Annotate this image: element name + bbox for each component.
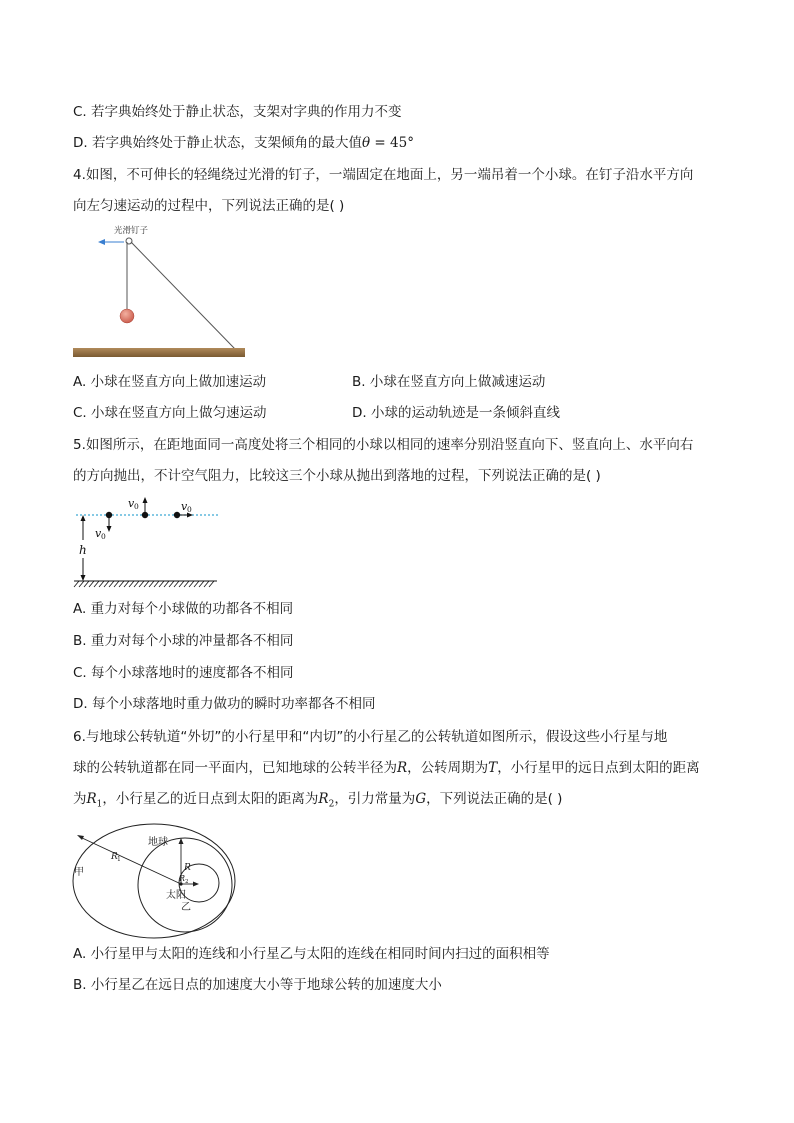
- q6-symbol-R1: R: [86, 791, 97, 807]
- q5-label-v0-up: v: [128, 497, 135, 510]
- q3-option-c: C. 若字典始终处于静止状态，支架对字典的作用力不变: [73, 104, 402, 120]
- q4-ground: [73, 348, 245, 357]
- svg-text:2: 2: [185, 879, 189, 885]
- q6-label-yi: 乙: [181, 902, 191, 913]
- svg-text:1: 1: [117, 856, 121, 863]
- q6-symbol-R2: R: [318, 791, 329, 807]
- arrowhead-icon: [98, 239, 105, 245]
- q6-stem-line2: 球的公转轨道都在同一平面内，已知地球的公转半径为R，公转周期为T，小行星甲的远日点到太阳的距离: [73, 760, 700, 776]
- q5-stem-line1: 5.如图所示，在距地面同一高度处将三个相同的小球以相同的速率分别沿竖直向下、竖直向上、水平向右: [73, 437, 694, 453]
- arrowhead-icon: [81, 575, 86, 581]
- q6-option-b: B. 小行星乙在远日点的加速度大小等于地球公转的加速度大小: [73, 977, 442, 993]
- q6-label-R: R: [184, 863, 191, 873]
- q6-symbol-T: T: [488, 760, 498, 776]
- arrowhead-icon: [179, 838, 184, 844]
- q5-option-c: C. 每个小球落地时的速度都各不相同: [73, 665, 294, 681]
- q3-option-d-theta: θ: [361, 135, 371, 151]
- q5-ground-hatching: [74, 581, 214, 587]
- q5-label-v0-down: v: [95, 527, 102, 540]
- q6-stem-line3: 为$R_1$，小行星乙的近日点到太阳的距离为$R_2$，引力常量为G，下列说法正确的是( ): [73, 791, 563, 810]
- q6-label-sun: 太阳: [166, 890, 186, 901]
- q5-label-v0-right: v: [181, 500, 188, 513]
- arrowhead-icon: [193, 882, 199, 887]
- q4-option-d: D. 小球的运动轨迹是一条倾斜直线: [352, 405, 560, 421]
- svg-text:0: 0: [134, 502, 139, 511]
- q4-option-a: A. 小球在竖直方向上做加速运动: [73, 374, 267, 390]
- svg-text:0: 0: [187, 505, 192, 514]
- q4-stem-line2: 向左匀速运动的过程中，下列说法正确的是( ): [73, 198, 345, 214]
- q4-rope-slanted: [131, 242, 235, 349]
- arrowhead-icon: [81, 515, 86, 521]
- q6-label-earth: 地球: [148, 837, 168, 848]
- q4-nail-label: 光滑钉子: [114, 226, 149, 236]
- q5-stem-line2: 的方向抛出，不计空气阻力，比较这三个小球从抛出到落地的过程，下列说法正确的是( ): [73, 468, 601, 484]
- q6-option-a: A. 小行星甲与太阳的连线和小行星乙与太阳的连线在相同时间内扫过的面积相等: [73, 946, 550, 962]
- q5-label-h: h: [79, 543, 87, 557]
- q6-label-jia: 甲: [74, 867, 84, 878]
- q4-figure: [70, 222, 250, 362]
- q4-option-b: B. 小球在竖直方向上做减速运动: [352, 374, 546, 390]
- arrowhead-icon: [143, 497, 148, 503]
- q5-figure: [70, 492, 225, 592]
- q6-symbol-G: G: [415, 791, 427, 807]
- q6-symbol-R: R: [397, 760, 408, 776]
- q3-option-d-text: D. 若字典始终处于静止状态，支架倾角的最大值: [73, 135, 362, 151]
- q6-figure: [68, 820, 238, 942]
- q5-option-b: B. 重力对每个小球的冲量都各不相同: [73, 633, 294, 649]
- q3-option-d: [73, 133, 414, 153]
- svg-text:0: 0: [101, 532, 106, 541]
- q5-option-a: A. 重力对每个小球做的功都各不相同: [73, 601, 294, 617]
- arrowhead-icon: [77, 835, 84, 840]
- q5-option-d: D. 每个小球落地时重力做功的瞬时功率都各不相同: [73, 696, 376, 712]
- q6-orbit-earth: [138, 838, 232, 932]
- q4-ball: [120, 309, 134, 323]
- q3-option-d-value: = 45°: [370, 135, 414, 151]
- q5-ball-right: [174, 512, 180, 518]
- q6-stem-line1: 6.与地球公转轨道“外切”的小行星甲和“内切”的小行星乙的公转轨道如图所示，假设这些小行星与地: [73, 729, 668, 745]
- arrowhead-icon: [107, 526, 112, 532]
- q6-label-R1: R: [111, 852, 118, 862]
- q4-option-c: C. 小球在竖直方向上做匀速运动: [73, 405, 267, 421]
- q5-ball-down: [106, 512, 112, 518]
- q4-stem-line1: 4.如图，不可伸长的轻绳绕过光滑的钉子，一端固定在地面上，另一端吊着一个小球。在钉子沿水平方向: [73, 167, 694, 183]
- q6-label-R2: R: [179, 874, 186, 883]
- q5-ball-up: [142, 512, 148, 518]
